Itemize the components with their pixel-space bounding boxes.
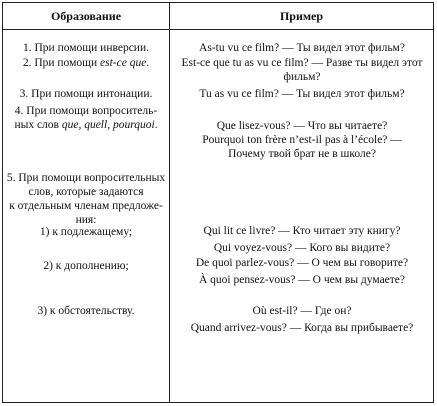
- example-object-line2: À quoi pensez-vous? — О чем вы думаете?: [198, 274, 406, 286]
- method-est-ce-que-text: 2. При помощи: [22, 57, 100, 69]
- method-question-words: [3, 104, 169, 132]
- period: .: [146, 57, 150, 69]
- method-member-questions: [3, 171, 169, 227]
- example-est-ce-que-line1: Est-ce que tu as vu ce film? — Разве ты видел этот: [181, 57, 423, 69]
- header-method: Образование: [50, 9, 122, 23]
- example-circumstance: [171, 304, 433, 335]
- example-circumstance-line1: Où est-il? — Где он?: [252, 305, 352, 317]
- question-words-prefix: ных слов: [14, 119, 62, 131]
- example-est-ce-que-line2: фильм?: [283, 71, 321, 83]
- member-questions-line2: слов, которые задаются: [28, 186, 144, 198]
- example-est-ce-que: [171, 56, 433, 84]
- est-ce-que-term: est-ce que: [100, 57, 147, 69]
- member-questions-line1: 5. При помощи вопросительных: [6, 172, 166, 184]
- method-inversion-text: 1. При помощи инверсии.: [23, 42, 149, 54]
- method-intonation: [3, 87, 169, 101]
- subtype-circumstance-text: 3) к обстоятельству.: [37, 305, 135, 317]
- example-subject-line1: Qui lit ce livre? — Кто читает эту книгу?: [203, 225, 401, 237]
- example-question-words: [171, 119, 433, 161]
- method-intonation-text: 3. При помощи интонации.: [19, 88, 153, 100]
- example-subject-line2: Qui voyez-vous? — Кого вы видите?: [213, 242, 391, 254]
- example-intonation: [171, 87, 433, 101]
- subtype-object: [3, 259, 169, 273]
- example-inversion: [171, 41, 433, 55]
- subtype-object-text: 2) к дополнению;: [43, 260, 129, 272]
- example-question-words-line2: Pourquoi ton frère n’est-il pas à l’école? —: [202, 134, 402, 146]
- column-divider: [169, 3, 170, 402]
- member-questions-line3: к отдельным членам предложе-: [9, 200, 163, 212]
- subtype-subject-text: 1) к подлежащему;: [39, 226, 133, 238]
- method-question-words-line2: [3, 118, 169, 132]
- header-example: Пример: [279, 9, 324, 23]
- method-est-ce-que: [3, 56, 169, 70]
- method-question-words-line1: 4. При помощи вопроситель-: [14, 105, 158, 117]
- subtype-subject: [3, 225, 169, 239]
- example-subject: [171, 224, 433, 255]
- grammar-table: [2, 2, 434, 403]
- example-question-words-line3: Почему твой брат не в школе?: [228, 148, 376, 160]
- example-object: [171, 256, 433, 287]
- example-object-line1: De quoi parlez-vous? — О чем вы говорите?: [195, 257, 409, 269]
- subtype-circumstance: [3, 304, 169, 318]
- example-question-words-line1: Que lisez-vous? — Что вы читаете?: [216, 120, 388, 132]
- question-words-terms: que, quell, pourquoi: [61, 119, 155, 131]
- example-circumstance-line2: Quand arrivez-vous? — Когда вы прибываете?: [190, 322, 414, 334]
- period: .: [154, 119, 158, 131]
- method-inversion: [3, 41, 169, 55]
- example-intonation-text: Tu as vu ce film? — Ты видел этот фильм?: [199, 88, 405, 100]
- example-inversion-text: As-tu vu ce film? — Ты видел этот фильм?: [199, 42, 405, 54]
- table-header: [3, 3, 433, 30]
- member-questions-line4: ния:: [75, 214, 97, 226]
